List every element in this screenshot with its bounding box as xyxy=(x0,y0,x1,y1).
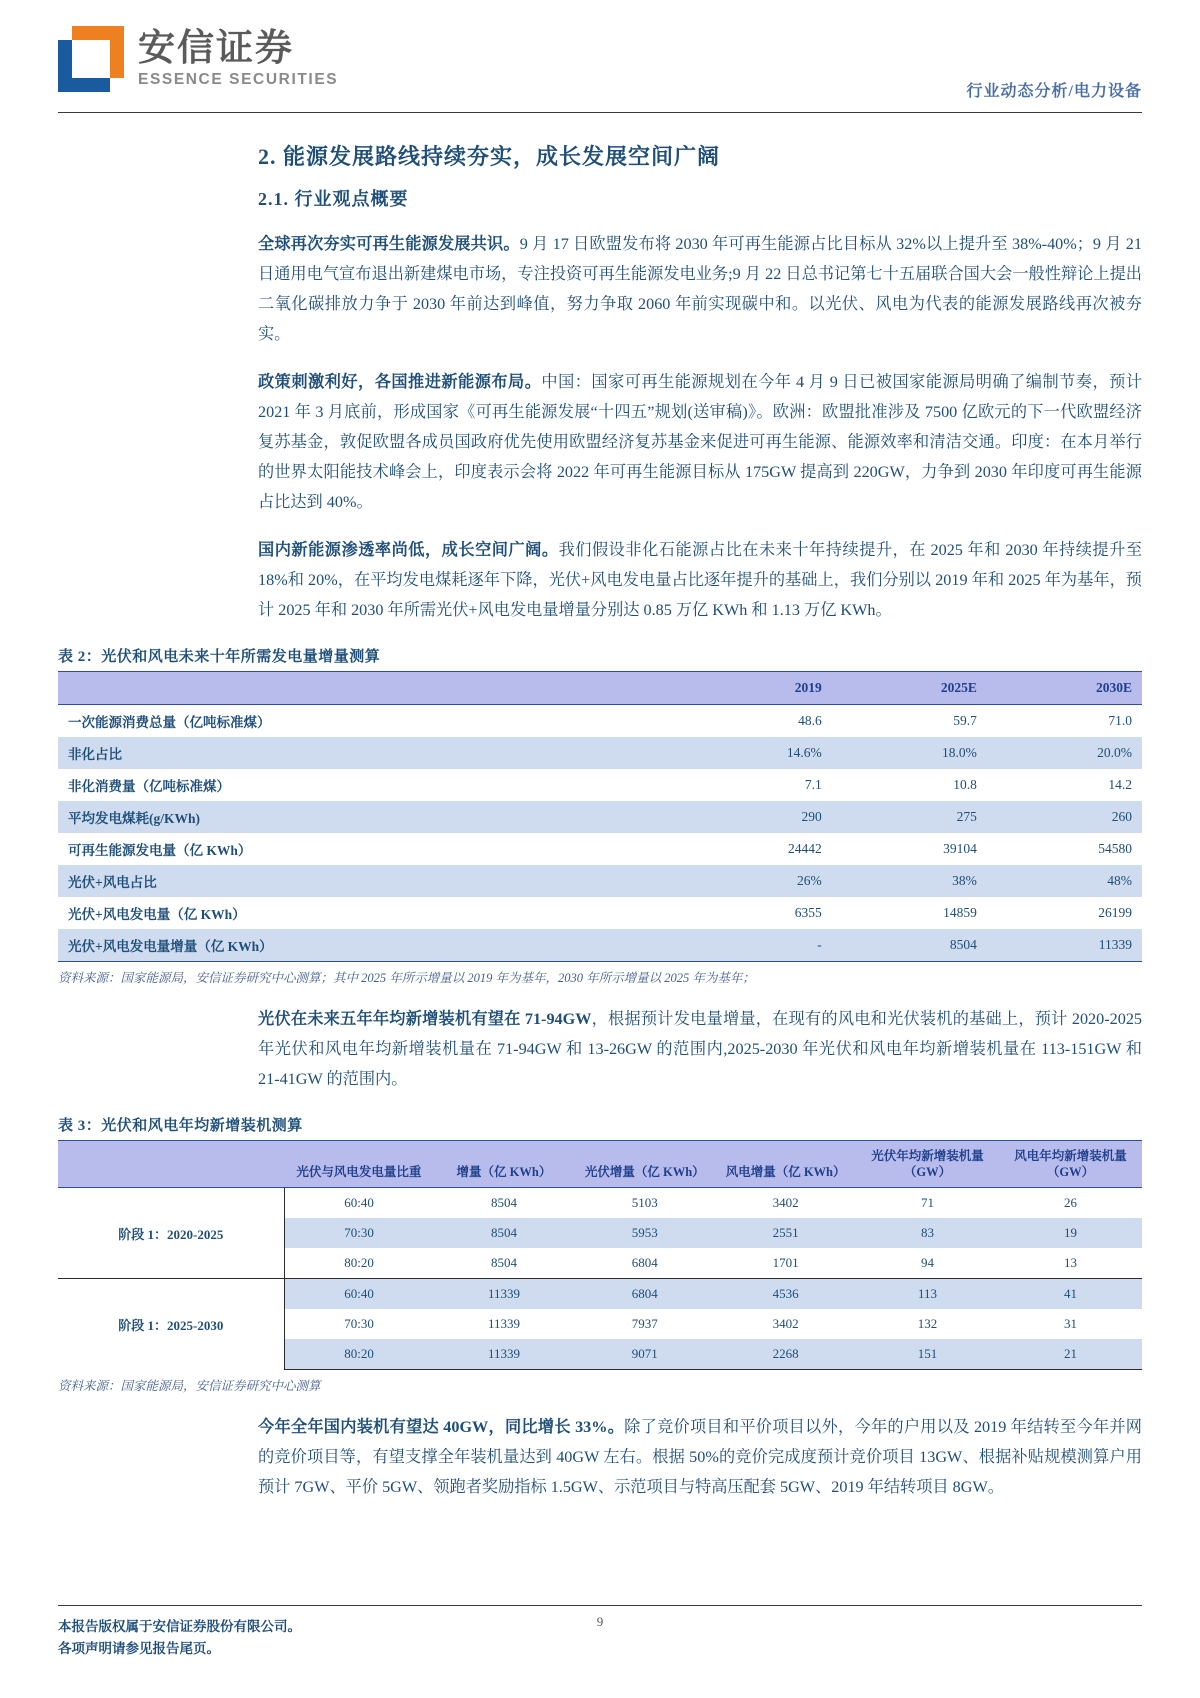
cell-pv-gw: 94 xyxy=(921,1255,934,1270)
stage-label: 阶段 1：2025-2030 xyxy=(58,1279,284,1370)
cell-2019: 26% xyxy=(680,865,832,897)
cell-2030: 20.0% xyxy=(987,737,1142,769)
header-category-label: 行业动态分析/电力设备 xyxy=(966,83,1142,100)
table-3-col-6: 风电年均新增装机量（GW） xyxy=(999,1141,1142,1188)
cell-ratio: 80:20 xyxy=(344,1255,374,1270)
cell-pv-increment: 6804 xyxy=(631,1255,658,1270)
brand-name-en: ESSENCE SECURITIES xyxy=(138,71,339,88)
cell-2025: 8504 xyxy=(832,929,987,962)
cell-pv-increment: 5953 xyxy=(574,1218,715,1248)
paragraph-4-body: ，根据预计发电量增量，在现有的风电和光伏装机的基础上，预计 2020-2025 年光伏和风电年均新增装机量在 71-94GW 和 13-26GW 的范围内,2025-2030 年光伏和风电年均新增装机量在 113-151GW 和 21-41GW 的范围内。 xyxy=(258,1010,1143,1088)
table-row xyxy=(58,929,1142,962)
cell-pv-gw: 151 xyxy=(856,1339,999,1370)
table-3-col-1: 光伏与风电发电量比重 xyxy=(284,1141,433,1188)
brand-name-cn: 安信证券 xyxy=(138,27,294,68)
paragraph-4 xyxy=(258,1004,1142,1094)
cell-2019: 24442 xyxy=(788,841,822,856)
page-header xyxy=(0,0,1200,118)
document-content xyxy=(0,118,1200,1502)
footer-divider xyxy=(58,1605,1142,1606)
table-row xyxy=(58,1279,1142,1310)
table-3-col-0 xyxy=(58,1141,284,1188)
table-2-body xyxy=(58,705,1142,962)
table-3-col-2: 增量（亿 KWh） xyxy=(434,1141,575,1188)
paragraph-3 xyxy=(258,535,1142,625)
table-3-body xyxy=(58,1188,1142,1370)
table-row xyxy=(58,769,1142,801)
paragraph-1 xyxy=(258,229,1142,349)
paragraph-5 xyxy=(258,1412,1142,1502)
cell-wind-gw: 13 xyxy=(1063,1255,1077,1270)
table-2-col-0 xyxy=(58,672,680,705)
table-3-title: 表 3：光伏和风电年均新增装机测算 xyxy=(58,1118,303,1134)
table-3-col-4: 风电增量（亿 KWh） xyxy=(715,1141,856,1188)
table-3-header-row xyxy=(58,1141,1142,1188)
cell-label: 光伏+风电占比 xyxy=(58,865,680,897)
cell-label: 平均发电煤耗(g/KWh) xyxy=(58,801,680,833)
cell-2019: 290 xyxy=(680,801,832,833)
cell-pv-increment: 6804 xyxy=(574,1279,715,1310)
cell-label: 可再生能源发电量（亿 KWh） xyxy=(68,843,252,858)
cell-wind-gw: 41 xyxy=(999,1279,1142,1310)
cell-increment: 11339 xyxy=(434,1339,575,1370)
cell-2030: 260 xyxy=(987,801,1142,833)
paragraph-3-body: 我们假设非化石能源占比在未来十年持续提升，在 2025 年和 2030 年持续提升至 18%和 20%，在平均发电煤耗逐年下降，光伏+风电发电量占比逐年提升的基础上，我们分别以 2019 年和 2025 年为基年，预计 2025 年和 2030 年所需光伏+风电发电量增量分别达 0.85 万亿 KWh 和 1.13 万亿 KWh。 xyxy=(258,541,1143,619)
cell-2019: 7.1 xyxy=(804,777,822,792)
table-2-block xyxy=(58,645,1142,986)
paragraph-4-lead: 光伏在未来五年年均新增装机有望在 71-94GW xyxy=(258,1010,592,1028)
section-heading-2-1: 2.1. 行业观点概要 xyxy=(258,189,409,209)
table-2-source: 资料来源：国家能源局，安信证券研究中心测算；其中 2025 年所示增量以 2019 年为基年，2030 年所示增量以 2025 年为基年； xyxy=(58,971,755,985)
cell-pv-increment: 9071 xyxy=(574,1339,715,1370)
header-divider xyxy=(58,112,1142,113)
cell-2019: 14.6% xyxy=(680,737,832,769)
paragraph-2 xyxy=(258,367,1142,517)
cell-2019: 6355 xyxy=(794,905,822,920)
cell-2030: 48% xyxy=(987,865,1142,897)
table-2-col-2: 2025E xyxy=(832,672,987,705)
cell-pv-gw: 83 xyxy=(856,1218,999,1248)
cell-increment: 11339 xyxy=(434,1279,575,1310)
cell-wind-gw: 26 xyxy=(1063,1195,1077,1210)
table-3-source: 资料来源：国家能源局，安信证券研究中心测算 xyxy=(58,1379,321,1393)
table-3 xyxy=(58,1140,1142,1370)
section-heading-2: 2. 能源发展路线持续夯实，成长发展空间广阔 xyxy=(258,144,721,169)
paragraph-2-body: 中国：国家可再生能源规划在今年 4 月 9 日已被国家能源局明确了编制节奏，预计 2021 年 3 月底前，形成国家《可再生能源发展“十四五”规划(送审稿)》。欧洲：欧盟批准涉及 7500 亿欧元的下一代欧盟经济复苏基金，敦促欧盟各成员国政府优先使用欧盟经济复苏基金来促进可再生能源、能源效率和清洁交通。印度：在本月举行的世界太阳能技术峰会上，印度表示会将 2022 年可再生能源目标从 175GW 提高到 220GW，力争到 2030 年印度可再生能源占比达到 40%。 xyxy=(258,373,1143,511)
cell-label: 光伏+风电发电量增量（亿 KWh） xyxy=(58,929,680,962)
cell-wind-gw: 31 xyxy=(1063,1316,1077,1331)
cell-increment: 8504 xyxy=(490,1255,517,1270)
cell-ratio: 80:20 xyxy=(284,1339,433,1370)
cell-pv-gw: 71 xyxy=(921,1195,934,1210)
brand-logo xyxy=(58,26,338,92)
cell-2030: 11339 xyxy=(987,929,1142,962)
paragraph-5-body: 除了竞价项目和平价项目以外，今年的户用以及 2019 年结转至今年并网的竞价项目等，有望支撑全年装机量达到 40GW 左右。根据 50%的竞价完成度预计竞价项目 13GW、根据补贴规模测算户用预计 7GW、平价 5GW、领跑者奖励指标 1.5GW、示范项目与特高压配套 5GW、2019 年结转项目 8GW。 xyxy=(258,1418,1142,1496)
table-2-head xyxy=(58,672,1142,705)
cell-2019: - xyxy=(680,929,832,962)
paragraph-3-lead: 国内新能源渗透率尚低，成长空间广阔。 xyxy=(258,541,559,559)
table-3-head xyxy=(58,1141,1142,1188)
cell-ratio: 60:40 xyxy=(284,1279,433,1310)
cell-pv-gw: 113 xyxy=(856,1279,999,1310)
table-row xyxy=(58,737,1142,769)
table-3-col-3: 光伏增量（亿 KWh） xyxy=(574,1141,715,1188)
cell-label: 非化占比 xyxy=(58,737,680,769)
table-row xyxy=(58,1188,1142,1219)
cell-2025: 38% xyxy=(832,865,987,897)
cell-wind-increment: 4536 xyxy=(715,1279,856,1310)
table-row xyxy=(58,801,1142,833)
paragraph-2-lead: 政策刺激利好，各国推进新能源布局。 xyxy=(258,373,542,391)
paragraph-5-lead: 今年全年国内装机有望达 40GW，同比增长 33%。 xyxy=(258,1418,625,1436)
cell-label: 非化消费量（亿吨标准煤） xyxy=(68,779,230,794)
footer-disclaimer-line-1: 本报告版权属于安信证券股份有限公司。 xyxy=(58,1619,301,1634)
table-2-header-row xyxy=(58,672,1142,705)
table-row xyxy=(58,833,1142,865)
cell-wind-increment: 2551 xyxy=(715,1218,856,1248)
cell-ratio: 60:40 xyxy=(344,1195,374,1210)
cell-label: 光伏+风电发电量（亿 KWh） xyxy=(68,907,246,922)
cell-pv-increment: 7937 xyxy=(631,1316,658,1331)
cell-2030: 71.0 xyxy=(1108,713,1132,728)
cell-wind-gw: 19 xyxy=(999,1218,1142,1248)
cell-wind-increment: 1701 xyxy=(772,1255,799,1270)
cell-2025: 59.7 xyxy=(953,713,977,728)
table-row xyxy=(58,705,1142,738)
cell-ratio: 70:30 xyxy=(284,1218,433,1248)
cell-label: 一次能源消费总量（亿吨标准煤） xyxy=(68,715,271,730)
footer-disclaimer-line-2: 各项声明请参见报告尾页。 xyxy=(58,1641,220,1656)
paragraph-1-lead: 全球再次夯实可再生能源发展共识。 xyxy=(258,235,520,253)
essence-cube-logo-icon xyxy=(58,26,124,92)
cell-2025: 39104 xyxy=(943,841,977,856)
cell-2030: 14.2 xyxy=(1108,777,1132,792)
cell-wind-gw: 21 xyxy=(999,1339,1142,1370)
table-2-title: 表 2：光伏和风电未来十年所需发电量增量测算 xyxy=(58,649,381,665)
cell-pv-gw: 132 xyxy=(917,1316,938,1331)
cell-wind-increment: 3402 xyxy=(772,1316,799,1331)
table-2-col-3: 2030E xyxy=(987,672,1142,705)
table-3-block xyxy=(58,1114,1142,1394)
cell-ratio: 70:30 xyxy=(344,1316,374,1331)
table-3-col-5: 光伏年均新增装机量（GW） xyxy=(856,1141,999,1188)
cell-wind-increment: 2268 xyxy=(715,1339,856,1370)
table-row xyxy=(58,897,1142,929)
table-2 xyxy=(58,671,1142,962)
stage-label: 阶段 1：2020-2025 xyxy=(58,1188,284,1279)
cell-2030: 54580 xyxy=(1098,841,1132,856)
cell-2019: 48.6 xyxy=(798,713,822,728)
cell-2025: 275 xyxy=(832,801,987,833)
cell-pv-increment: 5103 xyxy=(631,1195,658,1210)
cell-increment: 8504 xyxy=(434,1218,575,1248)
cell-2025: 18.0% xyxy=(832,737,987,769)
cell-2025: 10.8 xyxy=(953,777,977,792)
paragraph-1-body: 9 月 17 日欧盟发布将 2030 年可再生能源占比目标从 32%以上提升至 38%-40%；9 月 21 日通用电气宣布退出新建煤电市场，专注投资可再生能源发电业务;9 月 22 日总书记第七十五届联合国大会一般性辩论上提出二氧化碳排放力争于 2030 年前达到峰值，努力争取 2060 年前实现碳中和。以光伏、风电为代表的能源发展路线再次被夯实。 xyxy=(258,235,1142,343)
cell-wind-increment: 3402 xyxy=(772,1195,799,1210)
table-2-col-1: 2019 xyxy=(680,672,832,705)
cell-increment: 11339 xyxy=(487,1316,520,1331)
cell-2025: 14859 xyxy=(943,905,977,920)
page-number: 9 xyxy=(596,1614,604,1629)
cell-increment: 8504 xyxy=(490,1195,517,1210)
table-row xyxy=(58,865,1142,897)
cell-2030: 26199 xyxy=(1098,905,1132,920)
